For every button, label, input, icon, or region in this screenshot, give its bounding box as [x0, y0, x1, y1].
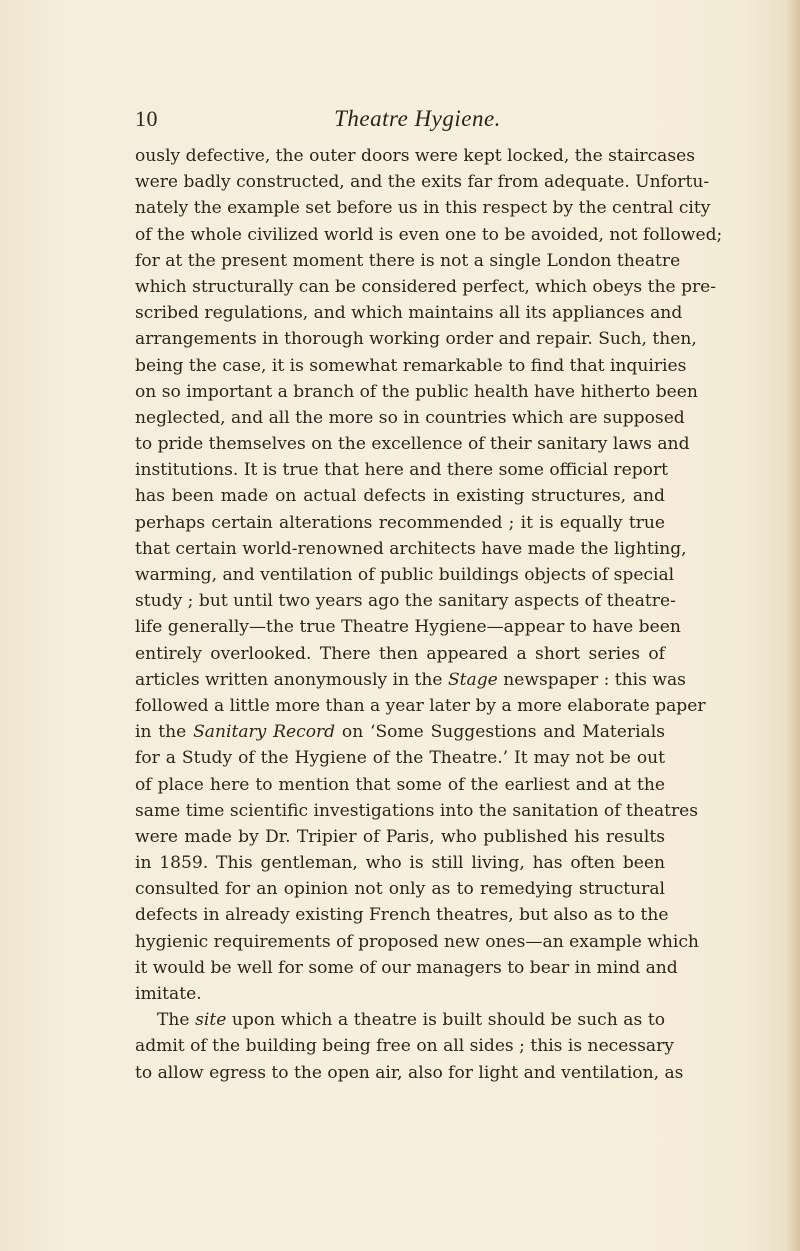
text-line: [135, 955, 678, 981]
text-line: [135, 902, 669, 928]
text-line: [135, 745, 665, 771]
text-line: [135, 693, 706, 719]
text-span: on so important a branch of the public health have hitherto been: [135, 381, 698, 402]
text-span: warming, and ventilation of public buildings objects of special: [135, 565, 675, 585]
italic-text: Sanitary Record: [193, 722, 336, 743]
text-line: [135, 483, 665, 509]
text-span: entirely overlooked. There then appeared a short series of: [135, 643, 665, 664]
text-line: [135, 798, 699, 824]
text-span: hygienic requirements of proposed new ones—an example which: [135, 931, 699, 952]
text-line: [135, 195, 711, 221]
text-span: admit of the building being free on all sides ; this is necessary: [135, 1036, 674, 1057]
text-span: nately the example set before us in this respect by the central city: [135, 198, 711, 219]
text-line: [135, 353, 687, 379]
text-line: [135, 379, 698, 405]
text-line: [135, 824, 665, 850]
italic-text: site: [195, 1010, 227, 1031]
text-span: scribed regulations, and which maintains all its appliances and: [135, 303, 683, 324]
text-span: has been made on actual defects in existing structures, and: [135, 486, 665, 507]
text-line: [135, 876, 665, 902]
text-span: were made by Dr. Tripier of Paris, who published his results: [135, 826, 665, 847]
text-span: institutions. It is true that here and there some official report: [135, 460, 668, 481]
text-span: of place here to mention that some of the earliest and at the: [135, 774, 665, 795]
text-span: to pride themselves on the excellence of their sanitary laws and: [135, 434, 690, 455]
text-line: [135, 1033, 674, 1059]
text-line: [135, 1007, 665, 1033]
text-span: The: [157, 1010, 196, 1031]
text-line: [135, 169, 710, 195]
text-span: life generally—the true Theatre Hygiene—appear to have been: [135, 617, 681, 638]
text-span: imitate.: [135, 984, 202, 1004]
body-text: [135, 143, 723, 1086]
text-span: consulted for an opinion not only as to remedying structural: [135, 879, 665, 900]
text-span: which structurally can be considered perfect, which obeys the pre-: [135, 276, 717, 297]
page-number: 10: [135, 106, 158, 131]
text-line: [135, 222, 723, 248]
text-line: [135, 1060, 684, 1086]
text-span: for a Study of the Hygiene of the Theatre.’ It may not be out: [135, 748, 665, 769]
text-line: [135, 431, 690, 457]
text-span: it would be well for some of our managers to bear in mind and: [135, 957, 678, 978]
text-span: perhaps certain alterations recommended ; it is equally true: [135, 512, 665, 533]
text-span: to allow egress to the open air, also for light and ventilation, as: [135, 1062, 684, 1083]
text-span: being the case, it is somewhat remarkable to find that inquiries: [135, 355, 687, 376]
text-line: [135, 850, 665, 876]
text-span: for at the present moment there is not a single London theatre: [135, 250, 681, 271]
text-line: [135, 772, 665, 798]
text-line: [135, 614, 681, 640]
text-span: upon which a theatre is built should be such as to: [226, 1010, 665, 1031]
text-span: followed a little more than a year later by a more elaborate paper: [135, 695, 706, 716]
text-line: [135, 457, 668, 483]
text-span: on ‘Some Suggestions and Materials: [335, 722, 665, 743]
text-line: [135, 981, 665, 1007]
text-line: [135, 300, 683, 326]
page-edge-shadow: [786, 0, 800, 1251]
text-line: [135, 562, 675, 588]
text-line: [135, 248, 681, 274]
text-span: defects in already existing French theatres, but also as to the: [135, 905, 669, 926]
text-line: [135, 536, 687, 562]
text-span: were badly constructed, and the exits far from adequate. Unfortu-: [135, 172, 710, 193]
text-span: study ; but until two years ago the sanitary aspects of theatre-: [135, 591, 676, 612]
text-span: ously defective, the outer doors were kept locked, the staircases: [135, 146, 696, 166]
text-line: [135, 929, 699, 955]
running-title: Theatre Hygiene.: [334, 106, 501, 131]
text-line: [135, 667, 686, 693]
text-span: articles written anonymously in the: [135, 669, 448, 690]
text-line: [135, 326, 697, 352]
text-span: in the: [135, 722, 194, 743]
text-span: arrangements in thorough working order and repair. Such, then,: [135, 329, 697, 350]
text-span: newspaper : this was: [497, 669, 686, 690]
text-line: [135, 405, 685, 431]
text-line: [135, 274, 717, 300]
text-span: of the whole civilized world is even one to be avoided, not followed;: [135, 224, 723, 245]
text-line: [135, 641, 665, 667]
text-span: that certain world-renowned architects have made the lighting,: [135, 538, 687, 559]
text-line: [135, 719, 665, 745]
text-line: [135, 588, 676, 614]
text-span: in 1859. This gentleman, who is still living, has often been: [135, 853, 665, 874]
text-span: same time scientific investigations into the sanitation of theatres: [135, 800, 699, 821]
text-span: neglected, and all the more so in countries which are supposed: [135, 407, 685, 428]
text-line: [135, 143, 696, 169]
page-header: [135, 106, 665, 134]
italic-text: Stage: [447, 669, 498, 690]
text-line: [135, 510, 665, 536]
